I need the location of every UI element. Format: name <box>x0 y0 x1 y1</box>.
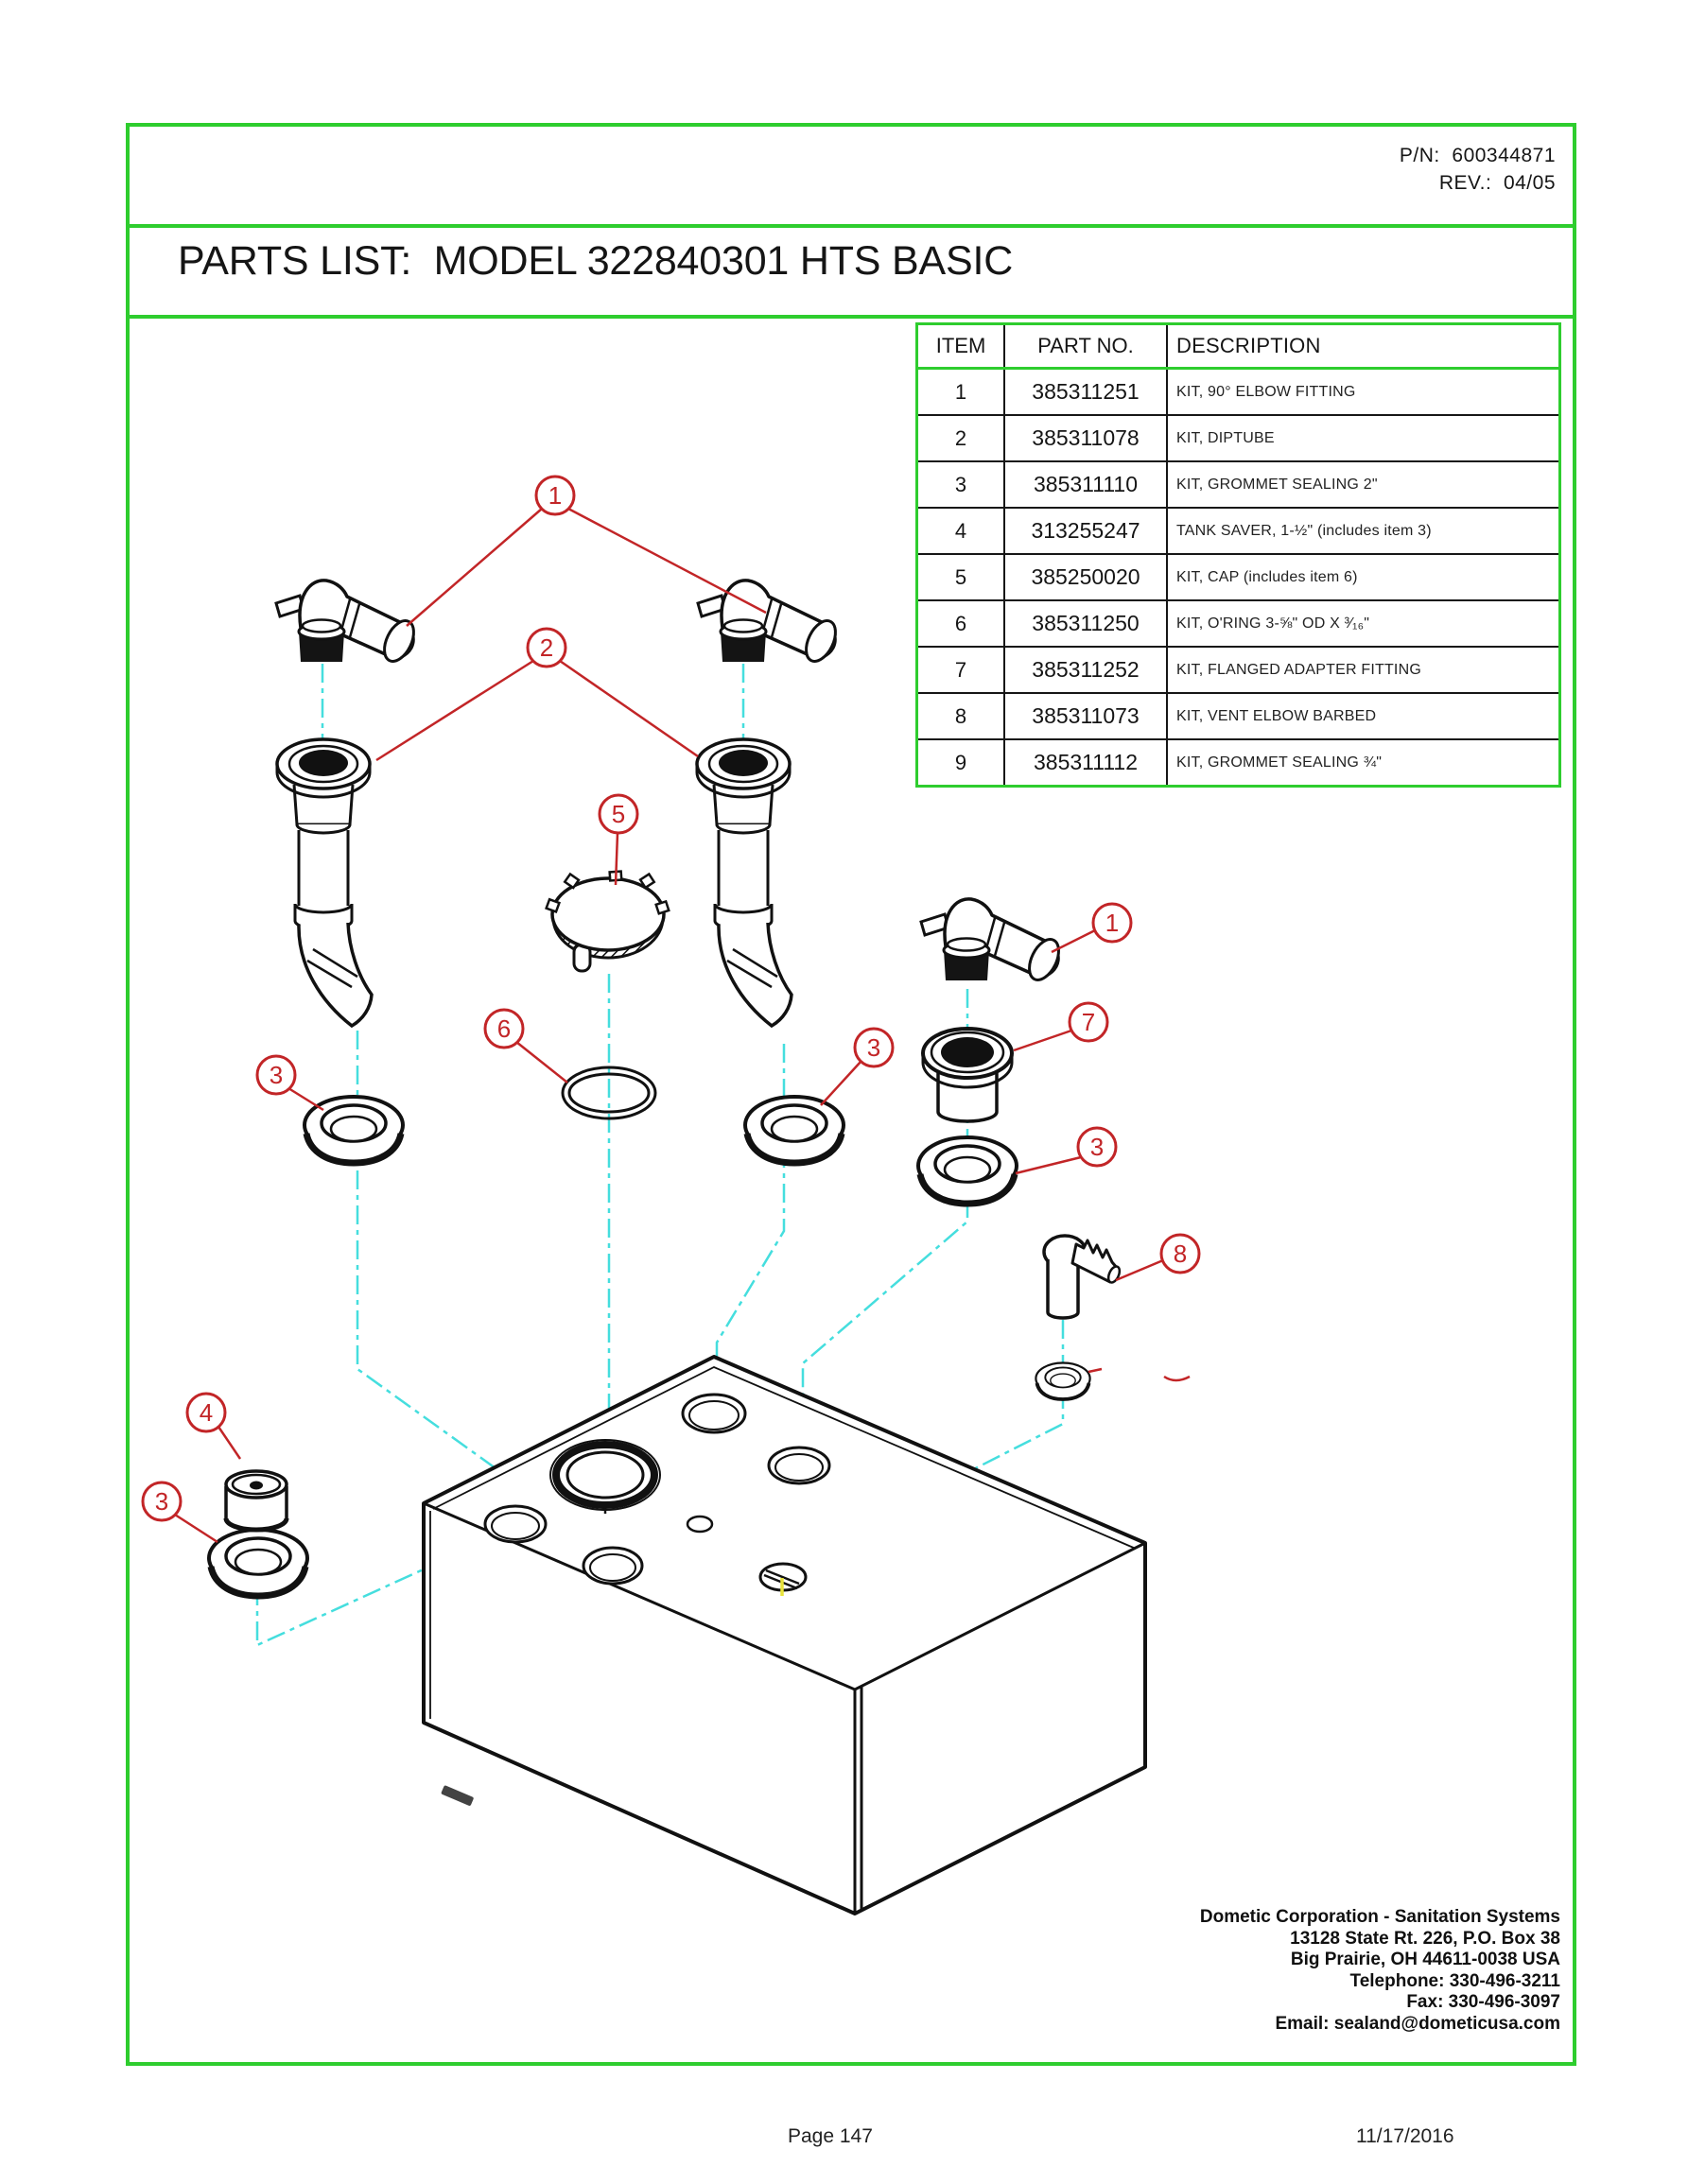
description-cell: KIT, CAP (includes item 6) <box>1176 568 1358 585</box>
item-cell: 8 <box>918 694 1005 738</box>
svg-text:4: 4 <box>199 1398 214 1427</box>
callout-4 <box>187 1394 225 1431</box>
sealing-grommet-bottom-left <box>209 1530 307 1596</box>
diptube-right <box>697 739 792 1026</box>
tank-brand-mark <box>441 1785 474 1806</box>
item-cell: 5 <box>918 555 1005 599</box>
callout-3-mid <box>855 1029 893 1066</box>
company-address-block <box>1200 1907 1560 2035</box>
svg-text:1: 1 <box>1105 909 1120 937</box>
page-title: PARTS LIST: MODEL 322840301 HTS BASIC <box>178 238 1014 284</box>
sealing-grommet-right <box>918 1137 1017 1204</box>
part-number-label: P/N: 600344871 <box>1399 145 1556 166</box>
vent-elbow-barbed <box>1044 1236 1122 1318</box>
description-cell: KIT, VENT ELBOW BARBED <box>1176 707 1377 724</box>
holding-tank <box>424 1357 1145 1914</box>
part-no-cell: 385311252 <box>1005 648 1168 692</box>
item-cell: 1 <box>918 370 1005 414</box>
part-no-cell: 385311112 <box>1005 740 1168 785</box>
svg-text:3: 3 <box>866 1033 881 1062</box>
elbow-fitting-right <box>698 581 842 667</box>
description-cell: KIT, DIPTUBE <box>1176 429 1275 446</box>
part-no-cell: 385311078 <box>1005 416 1168 460</box>
svg-text:1: 1 <box>548 481 563 510</box>
description-cell: KIT, 90° ELBOW FITTING <box>1176 383 1356 400</box>
callout-8 <box>1161 1235 1199 1273</box>
callout-5 <box>600 795 637 833</box>
callout-6 <box>485 1010 523 1048</box>
part-no-cell: 385311110 <box>1005 462 1168 507</box>
item-cell: 6 <box>918 601 1005 646</box>
svg-text:6: 6 <box>496 1014 512 1043</box>
item-cell: 3 <box>918 462 1005 507</box>
svg-text:3: 3 <box>154 1487 169 1516</box>
footer-date: 11/17/2016 <box>1356 2125 1454 2147</box>
column-header-item: ITEM <box>918 325 1005 367</box>
vent-grommet <box>1035 1363 1089 1400</box>
callout-3-left <box>257 1056 295 1094</box>
address-line: Dometic Corporation - Sanitation Systems <box>1199 1907 1560 1927</box>
part-no-cell: 385311251 <box>1005 370 1168 414</box>
address-line: Email: sealand@dometicusa.com <box>1275 2013 1560 2034</box>
part-no-cell: 385311250 <box>1005 601 1168 646</box>
callout-7 <box>1070 1003 1107 1041</box>
svg-text:7: 7 <box>1081 1008 1096 1036</box>
part-no-cell: 313255247 <box>1005 509 1168 553</box>
callout-1 <box>536 477 574 514</box>
sealing-grommet-mid <box>745 1097 844 1163</box>
address-line: Telephone: 330-496-3211 <box>1349 1970 1560 1991</box>
callout-1-right <box>1093 904 1131 942</box>
diptube-left <box>277 739 372 1026</box>
callout-2 <box>528 629 566 667</box>
svg-text:2: 2 <box>539 633 554 662</box>
address-line: 13128 State Rt. 226, P.O. Box 38 <box>1290 1928 1560 1949</box>
description-cell: KIT, FLANGED ADAPTER FITTING <box>1176 661 1421 678</box>
footer-page-number: Page 147 <box>788 2125 873 2147</box>
svg-text:3: 3 <box>269 1061 284 1089</box>
description-cell: KIT, GROMMET SEALING ¾" <box>1176 754 1383 771</box>
column-header-part-no: PART NO. <box>1005 325 1168 367</box>
item-cell: 9 <box>918 740 1005 785</box>
column-header-description: DESCRIPTION <box>1176 334 1321 357</box>
revision-label: REV.: 04/05 <box>1438 172 1556 194</box>
callout-3-right <box>1078 1128 1116 1166</box>
tank-saver <box>226 1471 287 1530</box>
item-cell: 4 <box>918 509 1005 553</box>
address-line: Fax: 330-496-3097 <box>1406 1992 1560 2012</box>
svg-text:3: 3 <box>1089 1133 1105 1161</box>
address-line: Big Prairie, OH 44611-0038 USA <box>1290 1950 1560 1969</box>
description-cell: KIT, GROMMET SEALING 2" <box>1176 476 1378 493</box>
part-no-cell: 385250020 <box>1005 555 1168 599</box>
description-cell: TANK SAVER, 1-½" (includes item 3) <box>1176 522 1432 539</box>
svg-text:5: 5 <box>611 800 626 828</box>
description-cell: KIT, O'RING 3-⅝" OD X ³⁄₁₆" <box>1176 615 1370 632</box>
svg-text:8: 8 <box>1173 1239 1188 1268</box>
elbow-fitting-left <box>276 581 420 667</box>
part-no-cell: 385311073 <box>1005 694 1168 738</box>
item-cell: 2 <box>918 416 1005 460</box>
tank-cap <box>547 872 670 971</box>
elbow-fitting-side <box>921 899 1065 985</box>
flanged-adapter-fitting <box>923 1029 1012 1121</box>
callout-3-bottom <box>143 1482 181 1520</box>
item-cell: 7 <box>918 648 1005 692</box>
